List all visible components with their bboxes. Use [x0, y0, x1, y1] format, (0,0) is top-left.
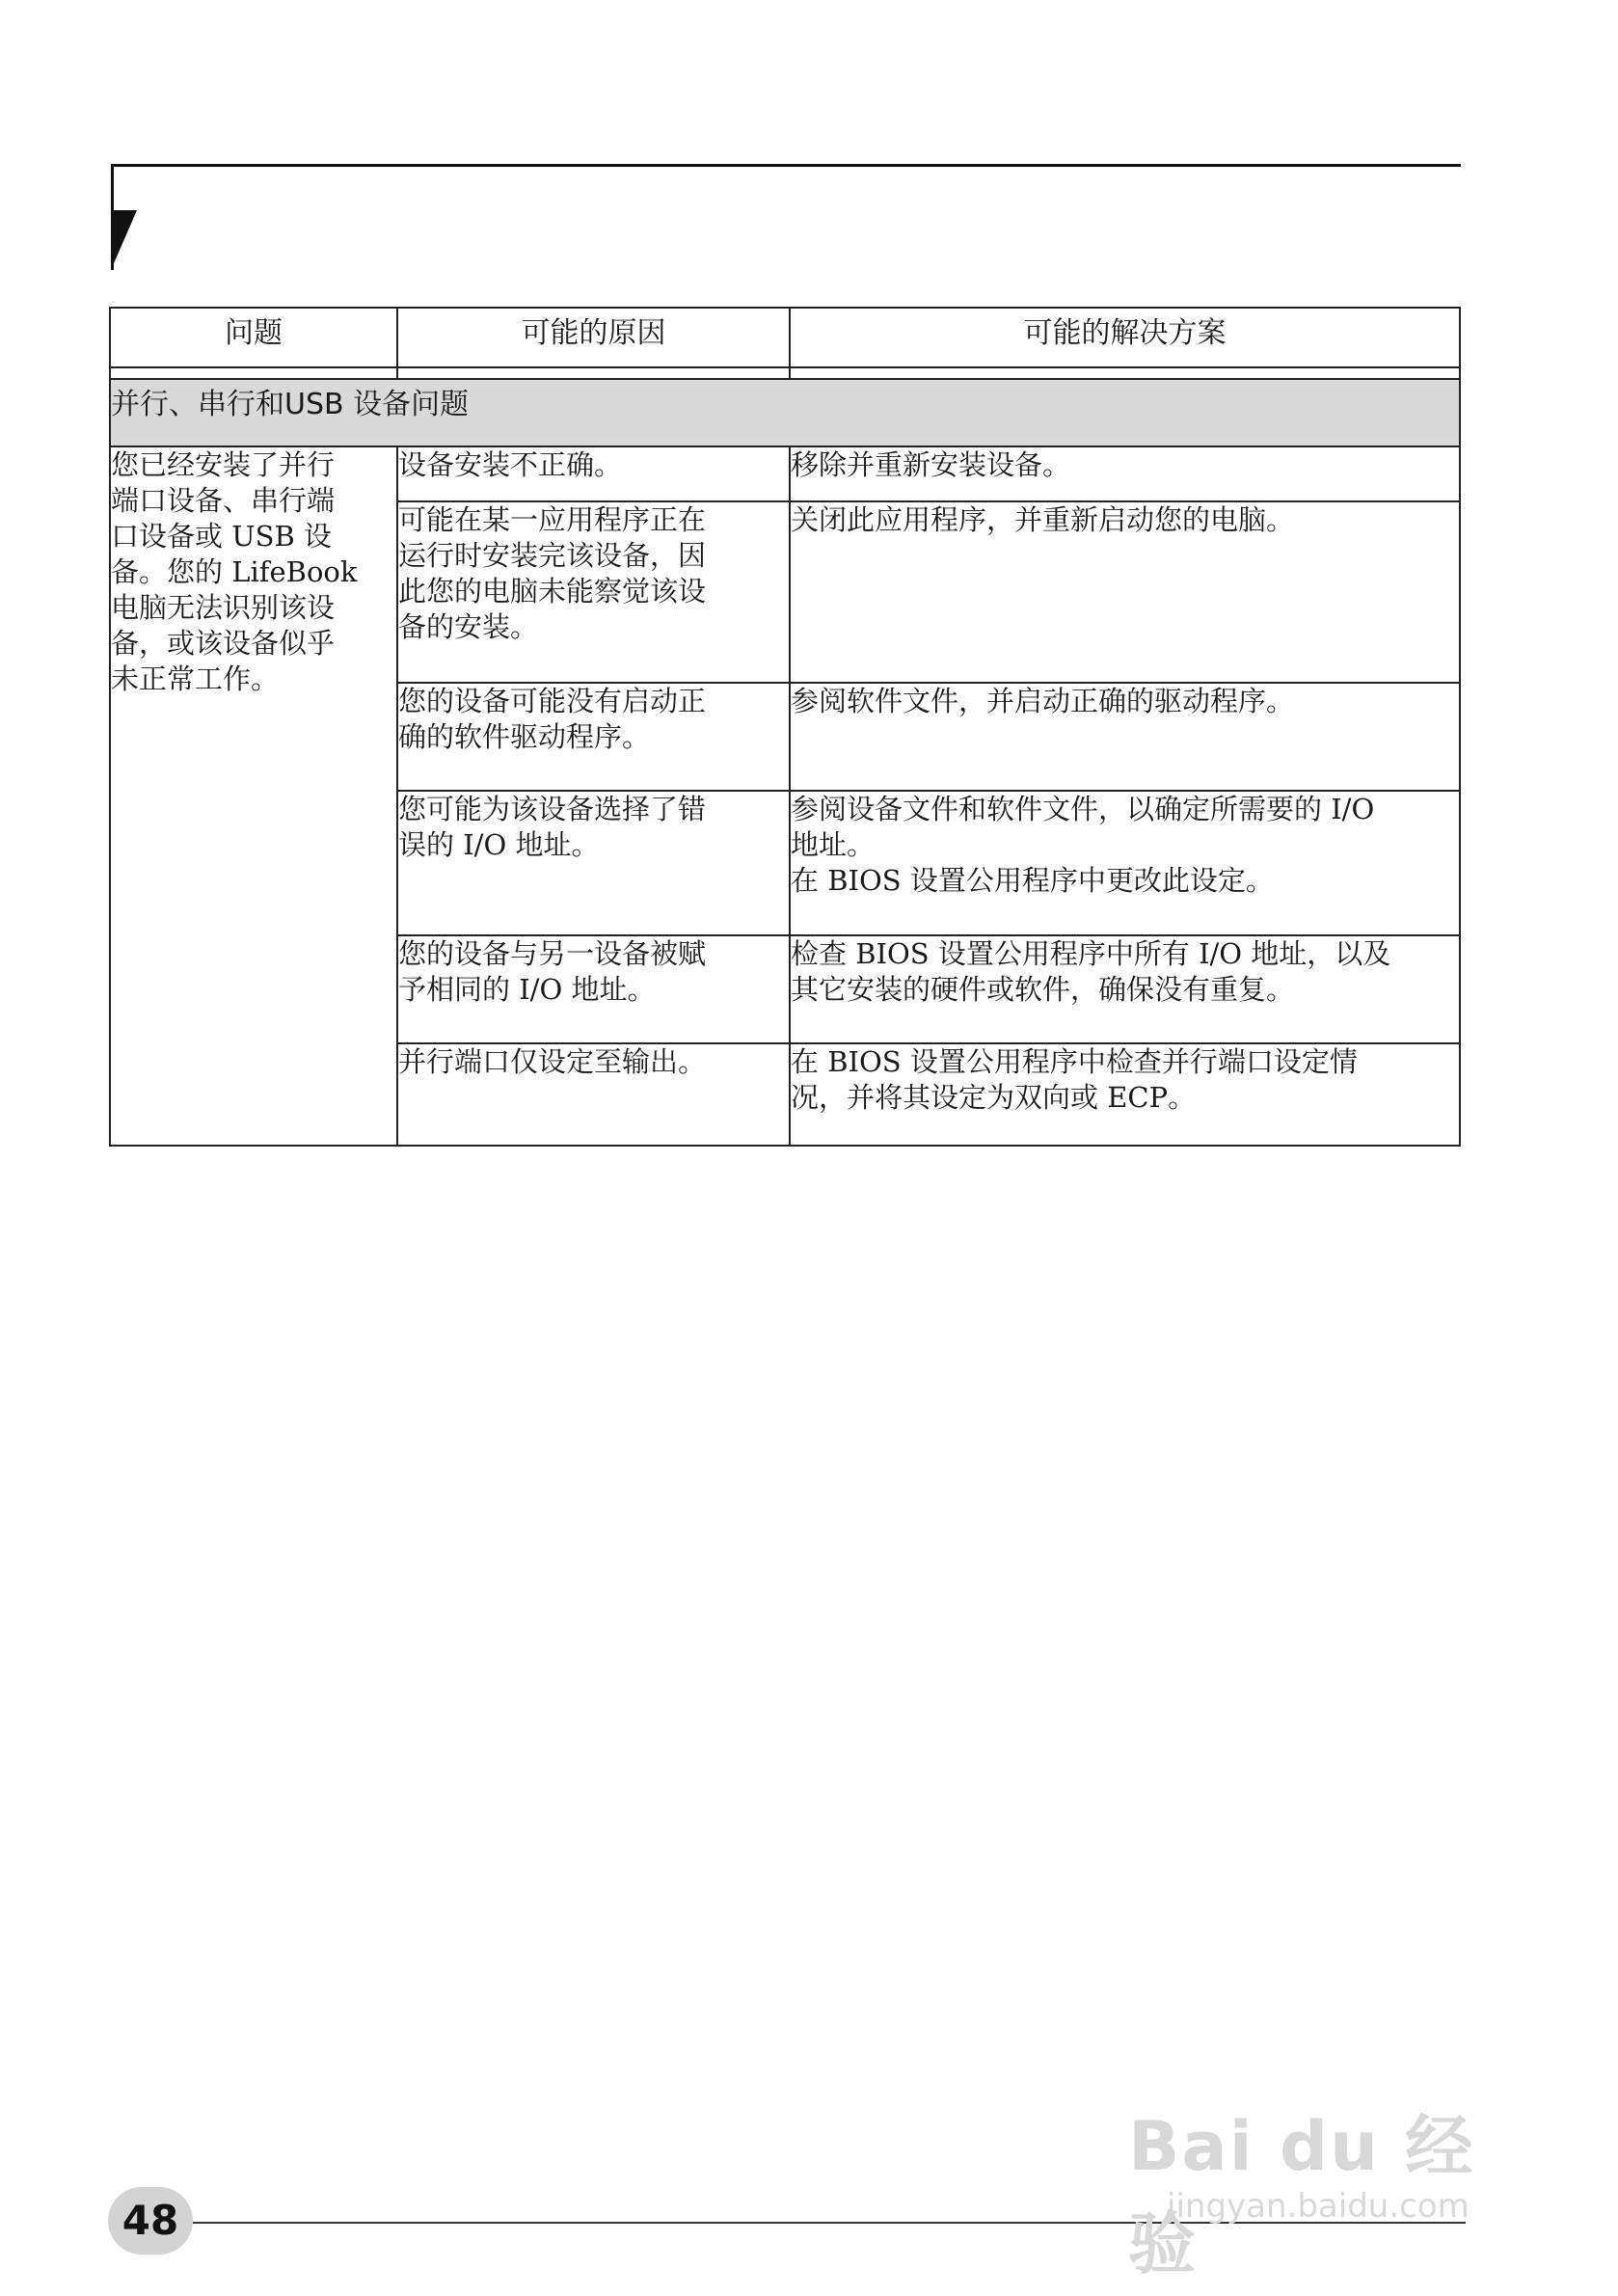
solution-cell: 移除并重新安装设备。 [790, 446, 1460, 501]
page-number-badge: 48 [108, 2187, 193, 2255]
cause-cell: 您的设备与另一设备被赋 予相同的 I/O 地址。 [397, 935, 790, 1043]
cause-cell: 您可能为该设备选择了错 误的 I/O 地址。 [397, 791, 790, 935]
header-solution: 可能的解决方案 [790, 308, 1460, 367]
solution-cell: 在 BIOS 设置公用程序中检查并行端口设定情 况，并将其设定为双向或 ECP。 [790, 1043, 1460, 1146]
section-title: 并行、串行和USB 设备问题 [110, 379, 1460, 446]
header-wedge-icon [108, 210, 141, 272]
cause-cell: 并行端口仅设定至输出。 [397, 1043, 790, 1146]
solution-cell: 参阅软件文件，并启动正确的驱动程序。 [790, 683, 1460, 791]
troubleshooting-table [109, 307, 1461, 1147]
watermark-url: jingyan.baidu.com [1167, 2187, 1470, 2226]
header-gap-row [110, 367, 1460, 379]
watermark [1128, 2054, 1533, 2283]
header-rule [111, 164, 1461, 167]
solution-cell: 参阅设备文件和软件文件，以确定所需要的 I/O 地址。 在 BIOS 设置公用程序中更改此设定。 [790, 791, 1460, 935]
table-header-row [110, 308, 1460, 367]
header-cause: 可能的原因 [397, 308, 790, 367]
cause-cell: 设备安装不正确。 [397, 446, 790, 501]
cause-cell: 可能在某一应用程序正在 运行时安装完该设备，因 此您的电脑未能察觉该设 备的安装。 [397, 501, 790, 683]
problem-text: 您已经安装了并行 端口设备、串行端 口设备或 USB 设 备。您的 LifeBook 电脑无法识别该设 备，或该设备似乎 未正常工作。 [111, 448, 358, 695]
cause-cell: 您的设备可能没有启动正 确的软件驱动程序。 [397, 683, 790, 791]
table-row [110, 446, 1460, 501]
header-problem: 问题 [110, 308, 397, 367]
baidu-logo-icon: Bai du 经验 [1128, 2107, 1475, 2283]
problem-cell [110, 446, 397, 1146]
solution-cell: 检查 BIOS 设置公用程序中所有 I/O 地址，以及 其它安装的硬件或软件，确保没有重复。 [790, 935, 1460, 1043]
solution-cell: 关闭此应用程序，并重新启动您的电脑。 [790, 501, 1460, 683]
section-row [110, 379, 1460, 446]
